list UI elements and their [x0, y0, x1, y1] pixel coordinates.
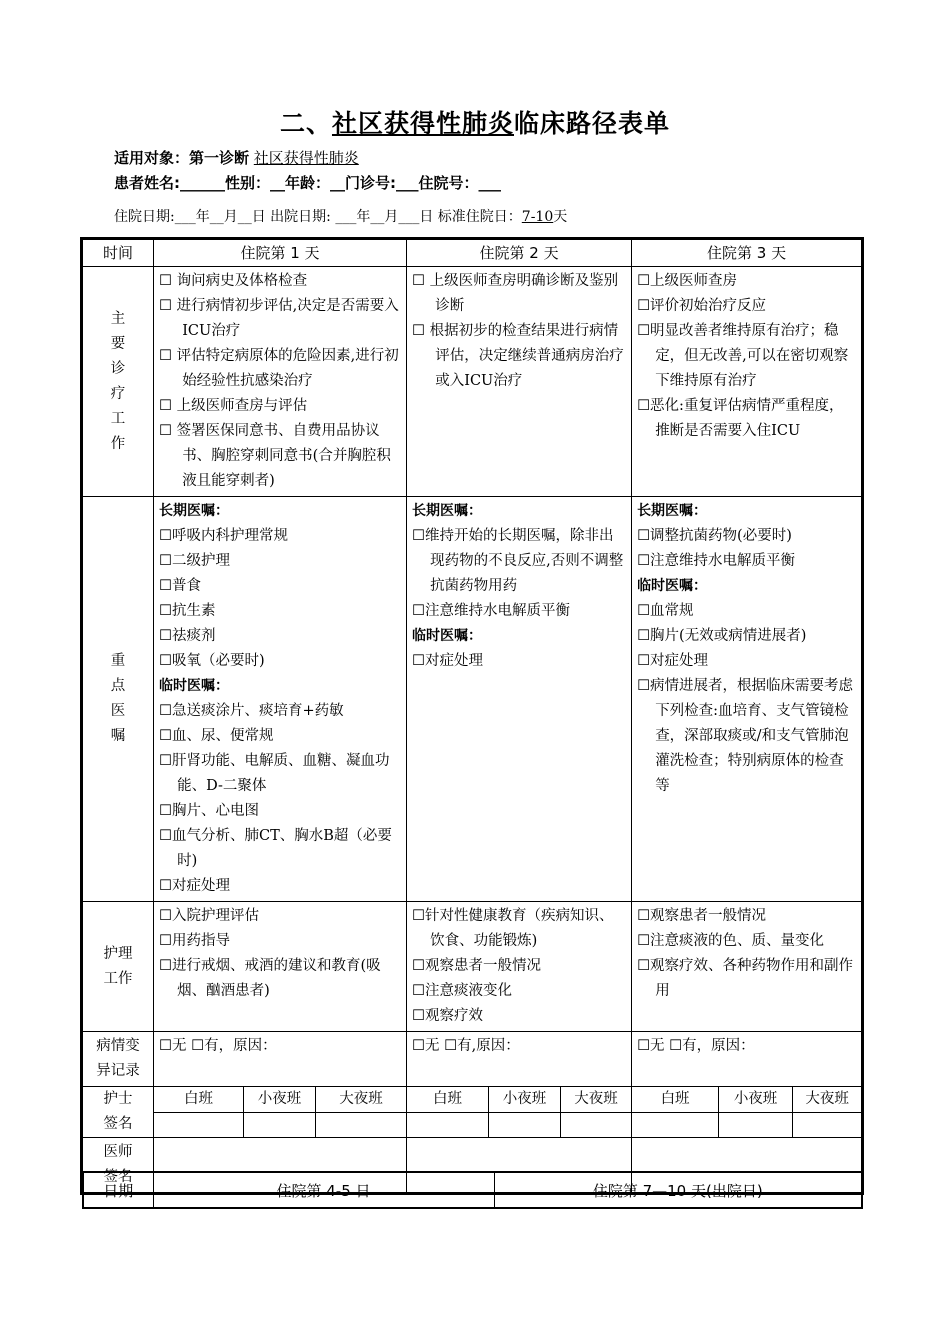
shift-label: 白班 — [407, 1087, 488, 1113]
checklist-item[interactable]: ☐注意维持水电解质平衡 — [412, 603, 571, 619]
dates-table — [82, 1171, 863, 1209]
checklist-item[interactable]: ☐维持开始的长期医嘱，除非出现药物的不良反应,否则不调整抗菌药物用药 — [412, 528, 624, 594]
row-label-diagnosis — [83, 267, 154, 497]
checklist-item[interactable]: ☐祛痰剂 — [159, 628, 216, 644]
checklist-item[interactable]: ☐明显改善者维持原有治疗；稳定，但无改善,可以在密切观察下维持原有治疗 — [637, 323, 849, 389]
dates-label: 日期 — [83, 1172, 153, 1208]
orders-day1 — [154, 497, 407, 902]
header-day1: 住院第 1 天 — [154, 240, 407, 267]
checklist-item[interactable]: ☐观察患者一般情况 — [412, 958, 542, 974]
checklist-item[interactable]: ☐血常规 — [637, 603, 694, 619]
label-text: 病情变 异记录 — [96, 1038, 140, 1079]
diagnosis-day2 — [407, 267, 632, 497]
target-line: 适用对象：第一诊断 社区获得性肺炎 — [114, 149, 359, 167]
checklist-item[interactable]: ☐恶化:重复评估病情严重程度，推断是否需要入住ICU — [637, 398, 844, 439]
row-label-orders — [83, 497, 154, 902]
orders-day3 — [632, 497, 862, 902]
checklist-item[interactable]: ☐进行戒烟、戒酒的建议和教育(吸烟、酗酒患者) — [159, 958, 381, 999]
orders-day2 — [407, 497, 632, 902]
shift-label: 白班 — [632, 1087, 718, 1113]
row-label-nurse-sign — [83, 1087, 154, 1138]
long-term-heading: 长期医嘱： — [637, 503, 708, 519]
checklist-item[interactable]: ☐血气分析、肺CT、胸水B超（必要时) — [159, 828, 392, 869]
header-day2: 住院第 2 天 — [407, 240, 632, 267]
nursing-day2 — [407, 902, 632, 1032]
shift-label: 小夜班 — [719, 1087, 792, 1113]
nurse-sign-day1-day[interactable] — [154, 1087, 244, 1138]
checklist-item[interactable]: ☐急送痰涂片、痰培育+药敏 — [159, 703, 344, 719]
checklist-item[interactable]: ☐二级护理 — [159, 553, 230, 569]
long-term-heading: 长期医嘱： — [412, 503, 483, 519]
checklist-item[interactable]: ☐注意维持水电解质平衡 — [637, 553, 796, 569]
diagnosis-day1 — [154, 267, 407, 497]
checklist-item[interactable]: ☐对症处理 — [637, 653, 709, 669]
checklist-item[interactable]: ☐调整抗菌药物(必要时) — [637, 528, 792, 544]
nursing-day3 — [632, 902, 862, 1032]
page-title: 二、社区获得性肺炎临床路径表单 — [279, 109, 671, 138]
dates-col-day4-5: 住院第 4-5 日 — [153, 1172, 494, 1208]
label-text: 主 要 诊 疗 工 作 — [110, 310, 126, 452]
checklist-item[interactable]: ☐ 签署医保同意书、自费用品协议书、胸腔穿刺同意书(合并胸腔积液且能穿刺者) — [159, 423, 391, 489]
nursing-day1 — [154, 902, 407, 1032]
nurse-sign-day2-day[interactable] — [407, 1087, 489, 1138]
shift-label: 大夜班 — [316, 1087, 406, 1113]
checklist-item[interactable]: ☐注意痰液的色、质、量变化 — [637, 933, 825, 949]
checklist-item[interactable]: ☐胸片(无效或病情进展者) — [637, 628, 807, 644]
temporary-heading: 临时医嘱： — [637, 578, 708, 594]
shift-label: 小夜班 — [244, 1087, 315, 1113]
checklist-item[interactable]: ☐ 评估特定病原体的危险因素,进行初始经验性抗感染治疗 — [159, 348, 399, 389]
checklist-item[interactable]: ☐ 根据初步的检查结果进行病情评估，决定继续普通病房治疗或入ICU治疗 — [412, 323, 624, 389]
checklist-item[interactable]: ☐上级医师查房 — [637, 273, 738, 289]
nurse-sign-day3-day[interactable] — [632, 1087, 719, 1138]
temporary-heading: 临时医嘱： — [159, 678, 229, 694]
row-label-variation — [83, 1032, 154, 1087]
diagnosis-day3 — [632, 267, 862, 497]
long-term-heading: 长期医嘱： — [159, 503, 229, 519]
checklist-item[interactable]: ☐普食 — [159, 578, 201, 594]
label-text: 医师 签名 — [103, 1144, 133, 1185]
nurse-sign-day3-evening[interactable] — [719, 1087, 793, 1138]
nurse-sign-day2-night[interactable] — [561, 1087, 632, 1138]
label-text: 护士 签名 — [103, 1091, 133, 1132]
checklist-item[interactable]: ☐吸氧（必要时) — [159, 653, 265, 669]
checklist-item[interactable]: ☐观察疗效、各种药物作用和副作用 — [637, 958, 854, 999]
pathway-table — [82, 239, 862, 1193]
variation-day1[interactable]: ☐无 ☐有，原因： — [154, 1032, 407, 1087]
temporary-heading: 临时医嘱： — [412, 628, 483, 644]
shift-label: 小夜班 — [489, 1087, 560, 1113]
checklist-item[interactable]: ☐入院护理评估 — [159, 908, 259, 924]
checklist-item[interactable]: ☐肝肾功能、电解质、血糖、凝血功能、D-二聚体 — [159, 753, 390, 794]
checklist-item[interactable]: ☐对症处理 — [412, 653, 484, 669]
checklist-item[interactable]: ☐观察患者一般情况 — [637, 908, 767, 924]
checklist-item[interactable]: ☐呼吸内科护理常规 — [159, 528, 288, 544]
label-text: 重 点 医 嘱 — [110, 653, 126, 744]
variation-day3[interactable]: ☐无 ☐有，原因： — [632, 1032, 862, 1087]
shift-label: 大夜班 — [793, 1087, 861, 1113]
checklist-item[interactable]: ☐评价初始治疗反应 — [637, 298, 767, 314]
nurse-sign-day1-evening[interactable] — [244, 1087, 316, 1138]
checklist-item[interactable]: ☐抗生素 — [159, 603, 216, 619]
header-time: 时间 — [83, 240, 154, 267]
checklist-item[interactable]: ☐ 上级医师查房明确诊断及鉴别诊断 — [412, 273, 619, 314]
checklist-item[interactable]: ☐ 上级医师查房与评估 — [159, 398, 308, 414]
checklist-item[interactable]: ☐血、尿、便常规 — [159, 728, 274, 744]
checklist-item[interactable]: ☐注意痰液变化 — [412, 983, 513, 999]
checklist-item[interactable]: ☐病情进展者，根据临床需要考虑下列检查:血培育、支气管镜检查，深部取痰或/和支气管肺泡灌洗检查；特别病原体的检查等 — [637, 678, 854, 794]
checklist-item[interactable]: ☐用药指导 — [159, 933, 230, 949]
nurse-sign-day2-evening[interactable] — [489, 1087, 561, 1138]
shift-label: 白班 — [154, 1087, 243, 1113]
header-day3: 住院第 3 天 — [632, 240, 862, 267]
dates-col-day7-10: 住院第 7—10 天(出院日) — [494, 1172, 862, 1208]
checklist-item[interactable]: ☐ 进行病情初步评估,决定是否需要入ICU治疗 — [159, 298, 399, 339]
checklist-item[interactable]: ☐观察疗效 — [412, 1008, 484, 1024]
patient-line: 患者姓名:______性别：__年龄：__门诊号:___住院号：___ — [114, 174, 501, 192]
checklist-item[interactable]: ☐ 询问病史及体格检查 — [159, 273, 308, 289]
variation-day2[interactable]: ☐无 ☐有,原因： — [407, 1032, 632, 1087]
row-label-nursing — [83, 902, 154, 1032]
checklist-item[interactable]: ☐胸片、心电图 — [159, 803, 259, 819]
checklist-item[interactable]: ☐针对性健康教育（疾病知识、饮食、功能锻炼) — [412, 908, 614, 949]
checklist-item[interactable]: ☐对症处理 — [159, 878, 230, 894]
nurse-sign-day3-night[interactable] — [793, 1087, 862, 1138]
label-text: 护理 工作 — [103, 945, 133, 987]
nurse-sign-day1-night[interactable] — [316, 1087, 407, 1138]
date-line: 住院日期:___年__月__日 出院日期: ___年__月___日 标准住院日：7-10天 — [114, 209, 568, 225]
shift-label: 大夜班 — [561, 1087, 631, 1113]
